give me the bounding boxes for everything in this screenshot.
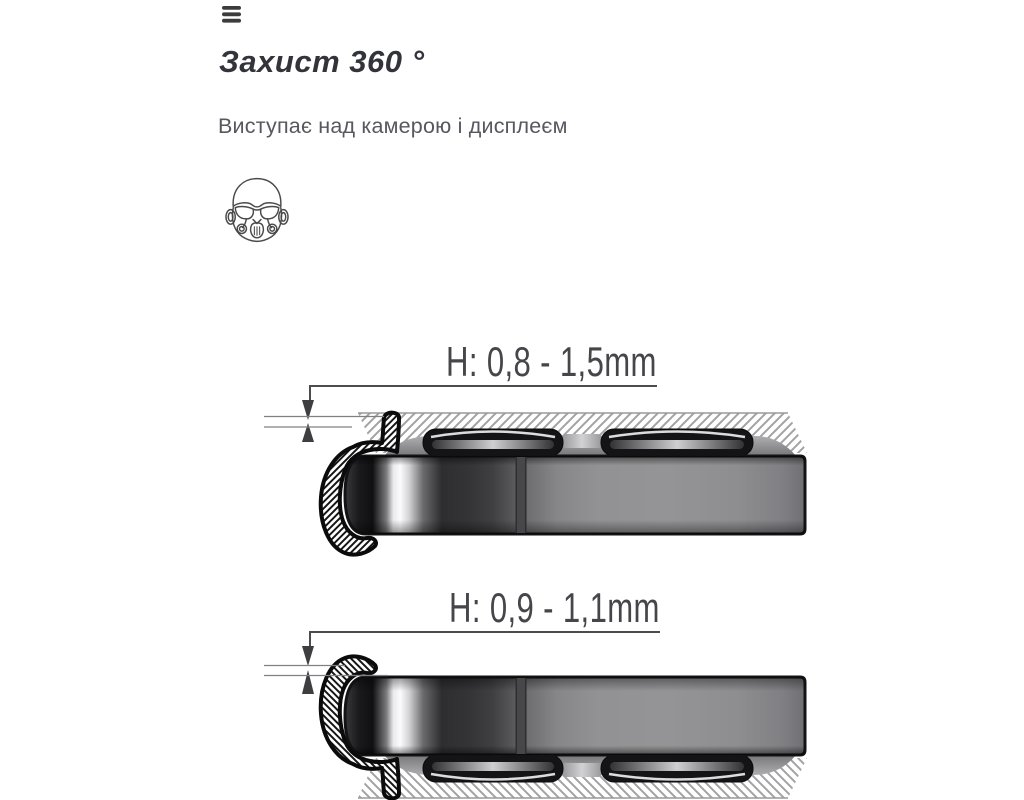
dimension-label-display-side: H: 0,9 - 1,1mm	[449, 584, 660, 631]
dimension-label-camera-side: H: 0,8 - 1,5mm	[446, 338, 657, 385]
diagram-camera-side	[255, 380, 825, 570]
diagram-display-side	[255, 585, 825, 800]
page-title: Захист 360 °	[219, 44, 425, 79]
hamburger-menu-icon[interactable]	[222, 6, 242, 23]
page-subtitle: Виступає над камерою і дисплеєм	[218, 114, 568, 138]
stormtrooper-helmet-icon	[224, 172, 290, 246]
